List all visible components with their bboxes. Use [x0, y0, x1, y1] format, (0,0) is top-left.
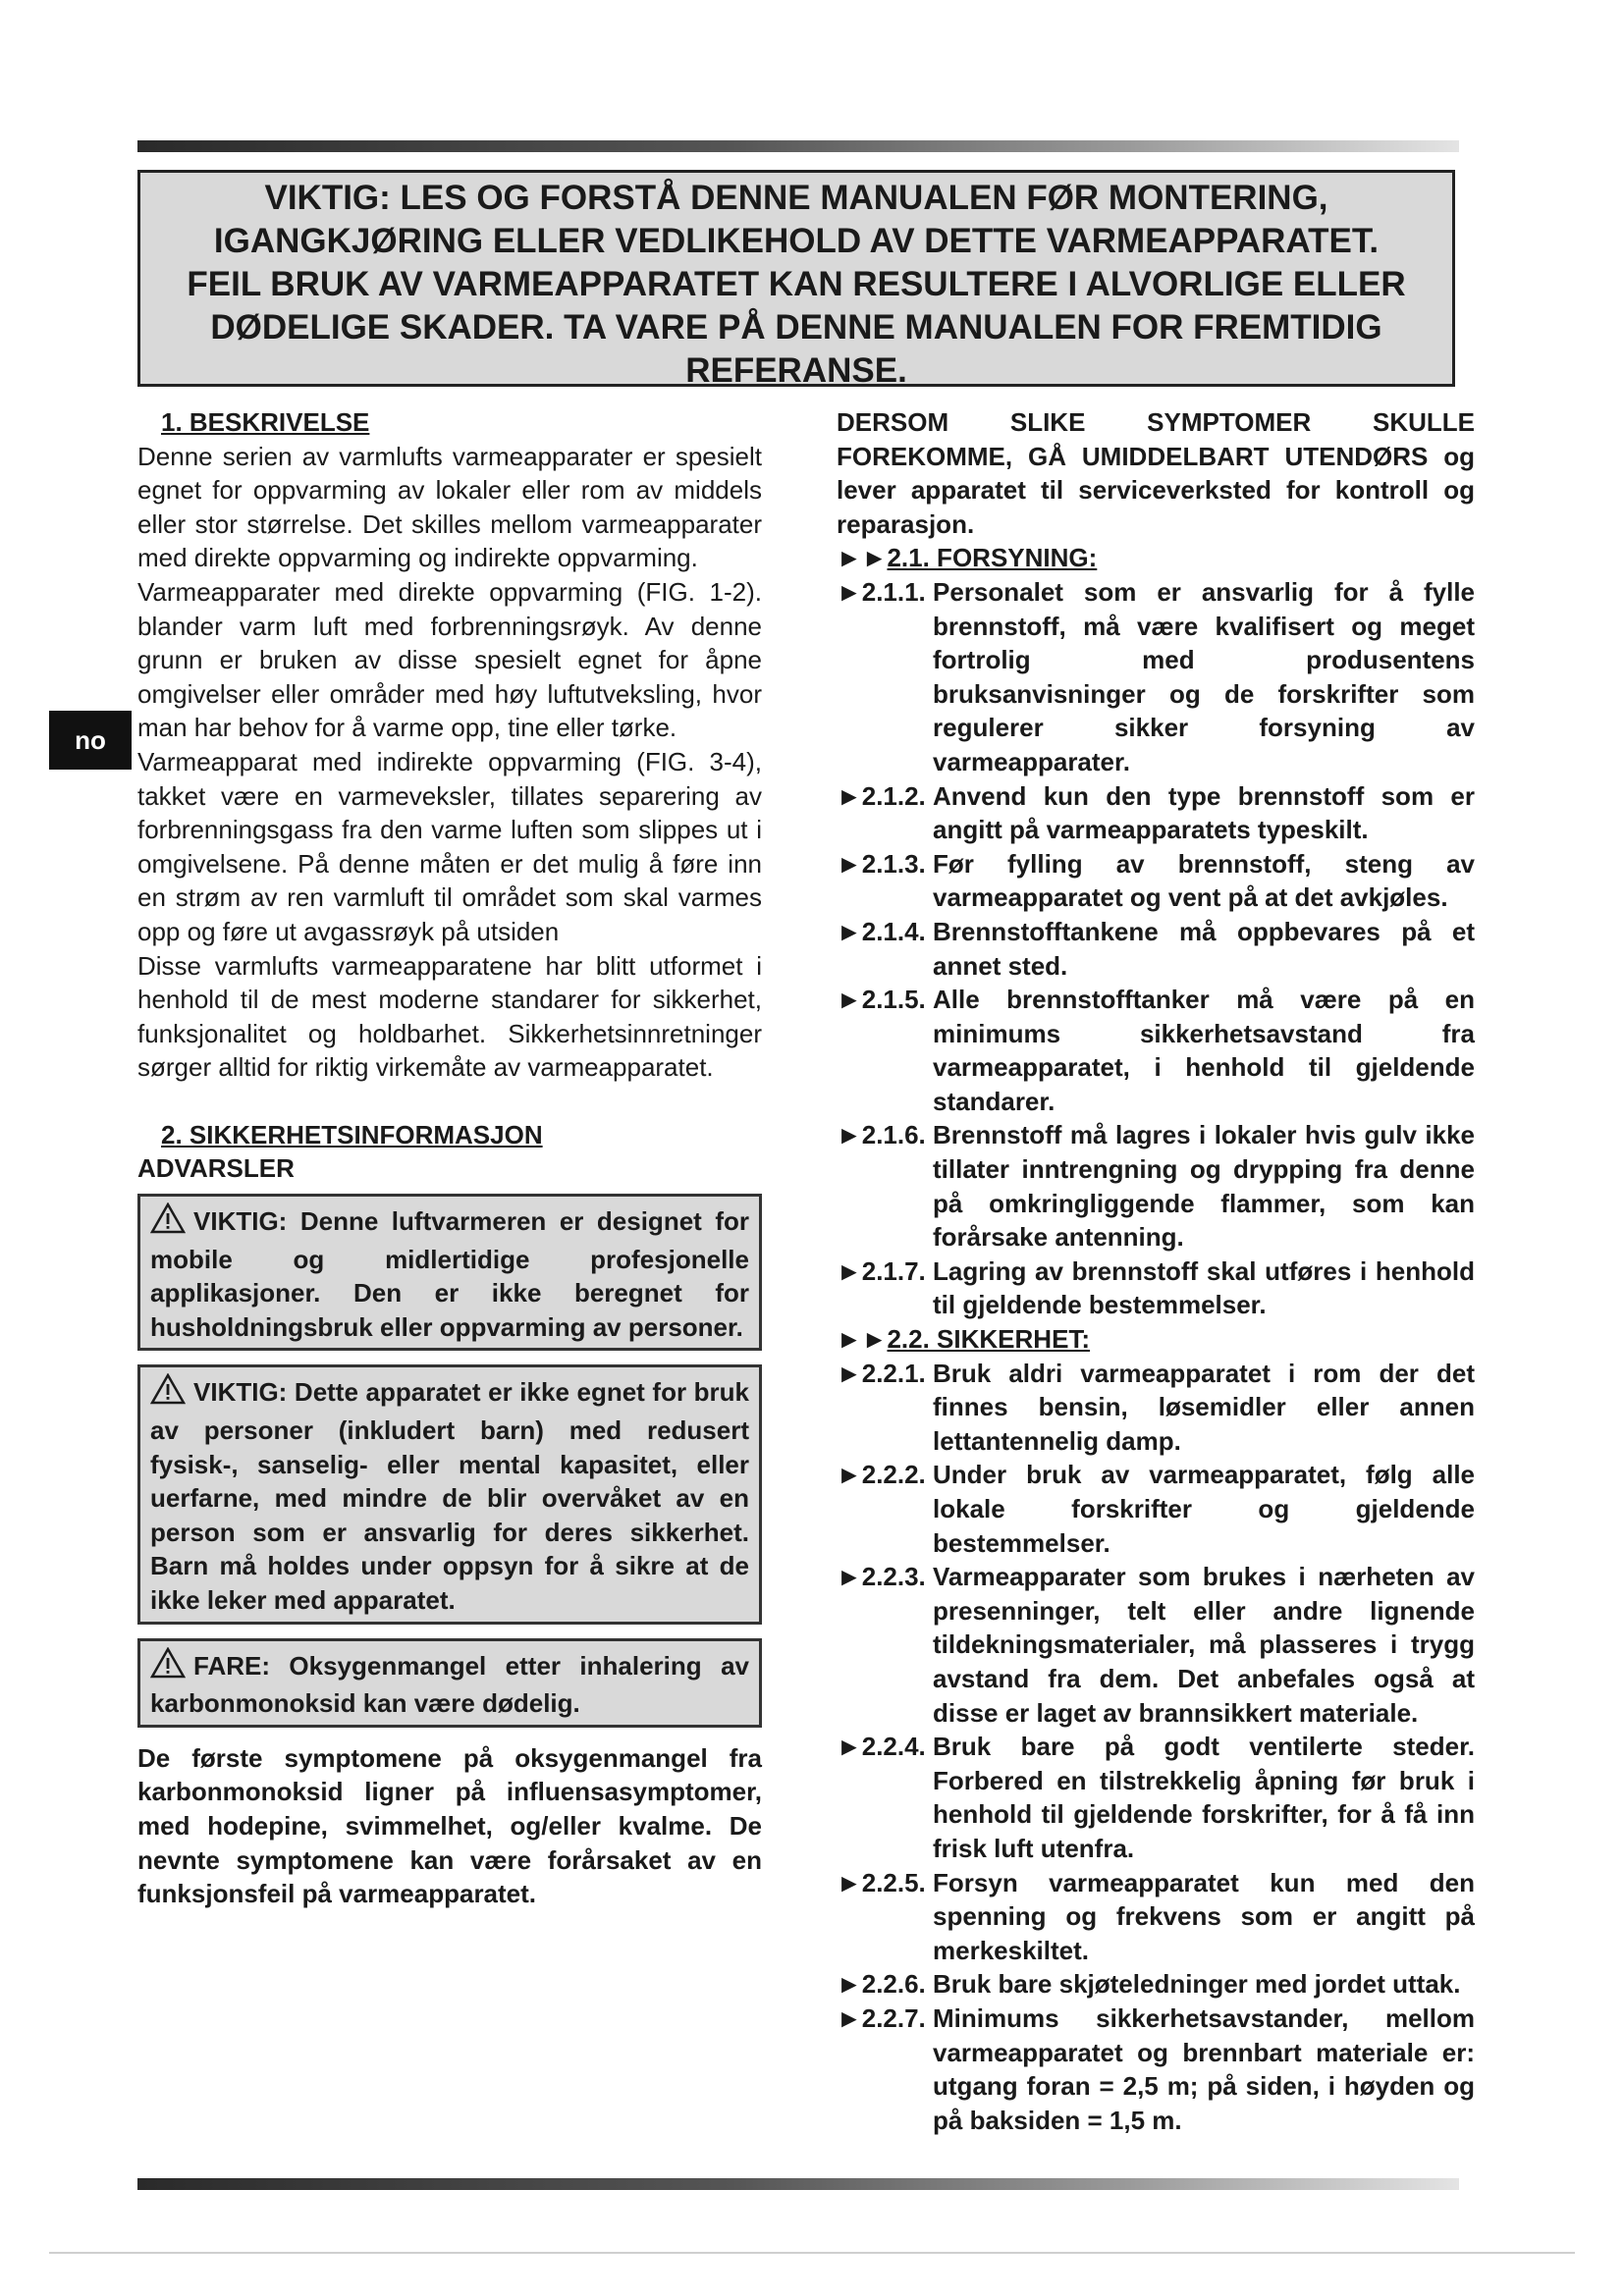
banner-line: REFERANSE. [685, 351, 907, 390]
subsection-supply-title [837, 541, 1475, 575]
warning-triangle-icon [150, 1373, 186, 1414]
double-arrow-icon: ►► [837, 1324, 888, 1355]
description-paragraph: Varmeapparater med direkte oppvarming (FIG. 1-2). blander varm luft med forbrenningsrøyk. Av denne grunn er bruken av disse spesielt egnet for åpne omgivelser eller områder med høy luftutveksling, hvor man har behov for å varme opp, tine eller tørke. [137, 576, 762, 743]
warnings-heading: ADVARSLER [137, 1153, 295, 1184]
list-item [837, 1357, 1475, 1459]
item-text: Bruk aldri varmeapparatet i rom der det finnes bensin, løsemidler eller annen lettantennelig damp. [933, 1358, 1475, 1456]
right-column [837, 405, 1475, 2137]
section-2-title: 2. SIKKERHETSINFORMASJON [161, 1119, 543, 1149]
item-text: Alle brennstofftanker må være på en minimums sikkerhetsavstand fra varmeapparatet, i henhold til gjeldende standarer. [933, 985, 1475, 1116]
subsection-label: 2.1. FORSYNING: [887, 543, 1098, 573]
item-number: ►2.2.1. [837, 1358, 934, 1388]
item-number: ►2.1.5. [837, 985, 934, 1015]
item-text: Brennstoff må lagres i lokaler hvis gulv ikke tillater inntrengning og drypping fra denne på omkringliggende flammer, som kan forårsake antenning. [933, 1120, 1475, 1253]
top-rule [137, 140, 1459, 152]
item-number: ►2.1.6. [837, 1120, 934, 1150]
warning-text: VIKTIG: Dette apparatet er ikke egnet for bruk av personer (inkludert barn) med redusert fysisk-, sanselig- eller mental kapasitet, eller uerfarne, med mindre de blir overvåket av en person som er ansvarlig for deres sikkerhet. Barn må holdes under oppsyn for å sikre at de ikke leker med apparatet. [150, 1377, 749, 1615]
item-text: Bruk bare skjøteledninger med jordet uttak. [933, 1969, 1461, 2000]
subsection-safety-title [837, 1322, 1475, 1357]
list-item [837, 1458, 1475, 1560]
list-item [837, 1118, 1475, 1254]
banner-line: DØDELIGE SKADER. TA VARE PÅ DENNE MANUALEN FOR FREMTIDIG [210, 308, 1382, 347]
left-column [137, 405, 762, 1911]
item-number: ►2.1.1. [837, 576, 934, 607]
banner-line: FEIL BRUK AV VARMEAPPARATET KAN RESULTERE I ALVORLIGE ELLER [187, 265, 1406, 303]
warning-triangle-icon [150, 1647, 186, 1687]
warning-triangle-icon [150, 1202, 186, 1243]
item-text: Under bruk av varmeapparatet, følg alle lokale forskrifter og gjeldende bestemmelser. [933, 1460, 1475, 1558]
list-item [837, 575, 1475, 779]
description-paragraph: Disse varmlufts varmeapparatene har blitt utformet i henhold til de mest moderne standarer for sikkerhet, funksjonalitet og holdbarhet. Sikkerhetsinnretninger sørger alltid for riktig virkemåte av varmeapparatet. [137, 950, 762, 1083]
list-item [837, 1255, 1475, 1322]
list-item [837, 1560, 1475, 1730]
list-item [837, 847, 1475, 915]
description-paragraph: Varmeapparat med indirekte oppvarming (FIG. 3-4), takket være en varmeveksler, tillates separering av forbrenningsgass fra den varme luften som slippes ut i omgivelsene. På denne måten er det mulig å føre inn en strøm av ren varmluft til området som skal varmes opp og føre ut avgassrøyk på utsiden [137, 746, 762, 946]
item-number: ►2.1.2. [837, 780, 934, 811]
list-item [837, 1967, 1475, 2002]
item-number: ►2.2.2. [837, 1460, 934, 1490]
symptoms-action-paragraph: DERSOM SLIKE SYMPTOMER SKULLE FOREKOMME, GÅ UMIDDELBART UTENDØRS og lever apparatet til serviceverksted for kontroll og reparasjon. [837, 407, 1475, 539]
danger-text: FARE: Oksygenmangel etter inhalering av karbonmonoksid kan være dødelig. [150, 1650, 749, 1719]
item-text: Minimums sikkerhetsavstander, mellom varmeapparatet og brennbart materiale er: utgang foran = 2,5 m; på siden, i høyden og på baksiden = 1,5 m. [933, 2002, 1475, 2135]
safety-list [837, 1357, 1475, 2138]
footer-line [49, 2252, 1575, 2254]
warning-box [137, 1364, 762, 1624]
list-item [837, 779, 1475, 847]
item-number: ►2.2.6. [837, 1969, 934, 2000]
banner-line: VIKTIG: LES OG FORSTÅ DENNE MANUALEN FØR MONTERING, [264, 179, 1328, 217]
item-text: Før fylling av brennstoff, steng av varmeapparatet og vent på at det avkjøles. [933, 848, 1475, 913]
item-number: ►2.2.5. [837, 1867, 934, 1897]
list-item [837, 2002, 1475, 2137]
warning-text: VIKTIG: Denne luftvarmeren er designet for mobile og midlertidige profesjonelle applikasjoner. Den er ikke beregnet for husholdningsbruk eller oppvarming av personer. [150, 1206, 749, 1342]
item-number: ►2.2.7. [837, 2002, 934, 2033]
item-text: Bruk bare på godt ventilerte steder. Forbered en tilstrekkelig åpning før bruk i henhold til gjeldende forskrifter, for å få inn frisk luft utenfra. [933, 1732, 1475, 1863]
item-number: ►2.2.3. [837, 1562, 934, 1592]
item-number: ►2.1.4. [837, 916, 934, 946]
list-item [837, 915, 1475, 983]
item-number: ►2.1.7. [837, 1255, 934, 1286]
item-text: Anvend kun den type brennstoff som er angitt på varmeapparatets typeskilt. [933, 780, 1475, 845]
item-text: Forsyn varmeapparatet kun med den spenning og frekvens som er angitt på merkeskiltet. [933, 1867, 1475, 1965]
list-item [837, 1730, 1475, 1865]
supply-list [837, 575, 1475, 1322]
item-text: Varmeapparater som brukes i nærheten av presenninger, telt eller andre lignende tildekningsmaterialer, må plasseres i trygg avstand fra dem. Det anbefales også at disse er laget av brannsikkert materiale. [933, 1562, 1475, 1728]
symptoms-paragraph: De første symptomene på oksygenmangel fra karbonmonoksid ligner på influensasymptomer, med hodepine, svimmelhet, og/eller kvalme. De nevnte symptomene kan være forårsaket av en funksjonsfeil på varmeapparatet. [137, 1742, 762, 1909]
subsection-label: 2.2. SIKKERHET: [887, 1324, 1091, 1355]
banner-line: IGANGKJØRING ELLER VEDLIKEHOLD AV DETTE VARMEAPPARATET. [213, 222, 1380, 260]
warning-box [137, 1194, 762, 1351]
item-text: Brennstofftankene må oppbevares på et annet sted. [933, 916, 1475, 981]
item-number: ►2.1.3. [837, 848, 934, 879]
danger-box [137, 1638, 762, 1728]
section-1-title: 1. BESKRIVELSE [161, 407, 370, 437]
list-item [837, 983, 1475, 1118]
double-arrow-icon: ►► [837, 543, 888, 573]
description-paragraph: Denne serien av varmlufts varmeapparater er spesielt egnet for oppvarming av lokaler eller rom av middels eller stor størrelse. Det skilles mellom varmeapparater med direkte oppvarming og indirekte oppvarming. [137, 441, 762, 573]
item-text: Personalet som er ansvarlig for å fylle brennstoff, må være kvalifisert og meget fortrolig med produsentens bruksanvisninger og de forskrifter som regulerer sikker forsyning av varmeapparater. [933, 576, 1475, 776]
item-text: Lagring av brennstoff skal utføres i henhold til gjeldende bestemmelser. [933, 1255, 1475, 1320]
bottom-rule [137, 2178, 1459, 2190]
language-tab: no [49, 711, 132, 770]
list-item [837, 1866, 1475, 1968]
important-warning-banner [137, 170, 1455, 390]
item-number: ►2.2.4. [837, 1732, 934, 1762]
